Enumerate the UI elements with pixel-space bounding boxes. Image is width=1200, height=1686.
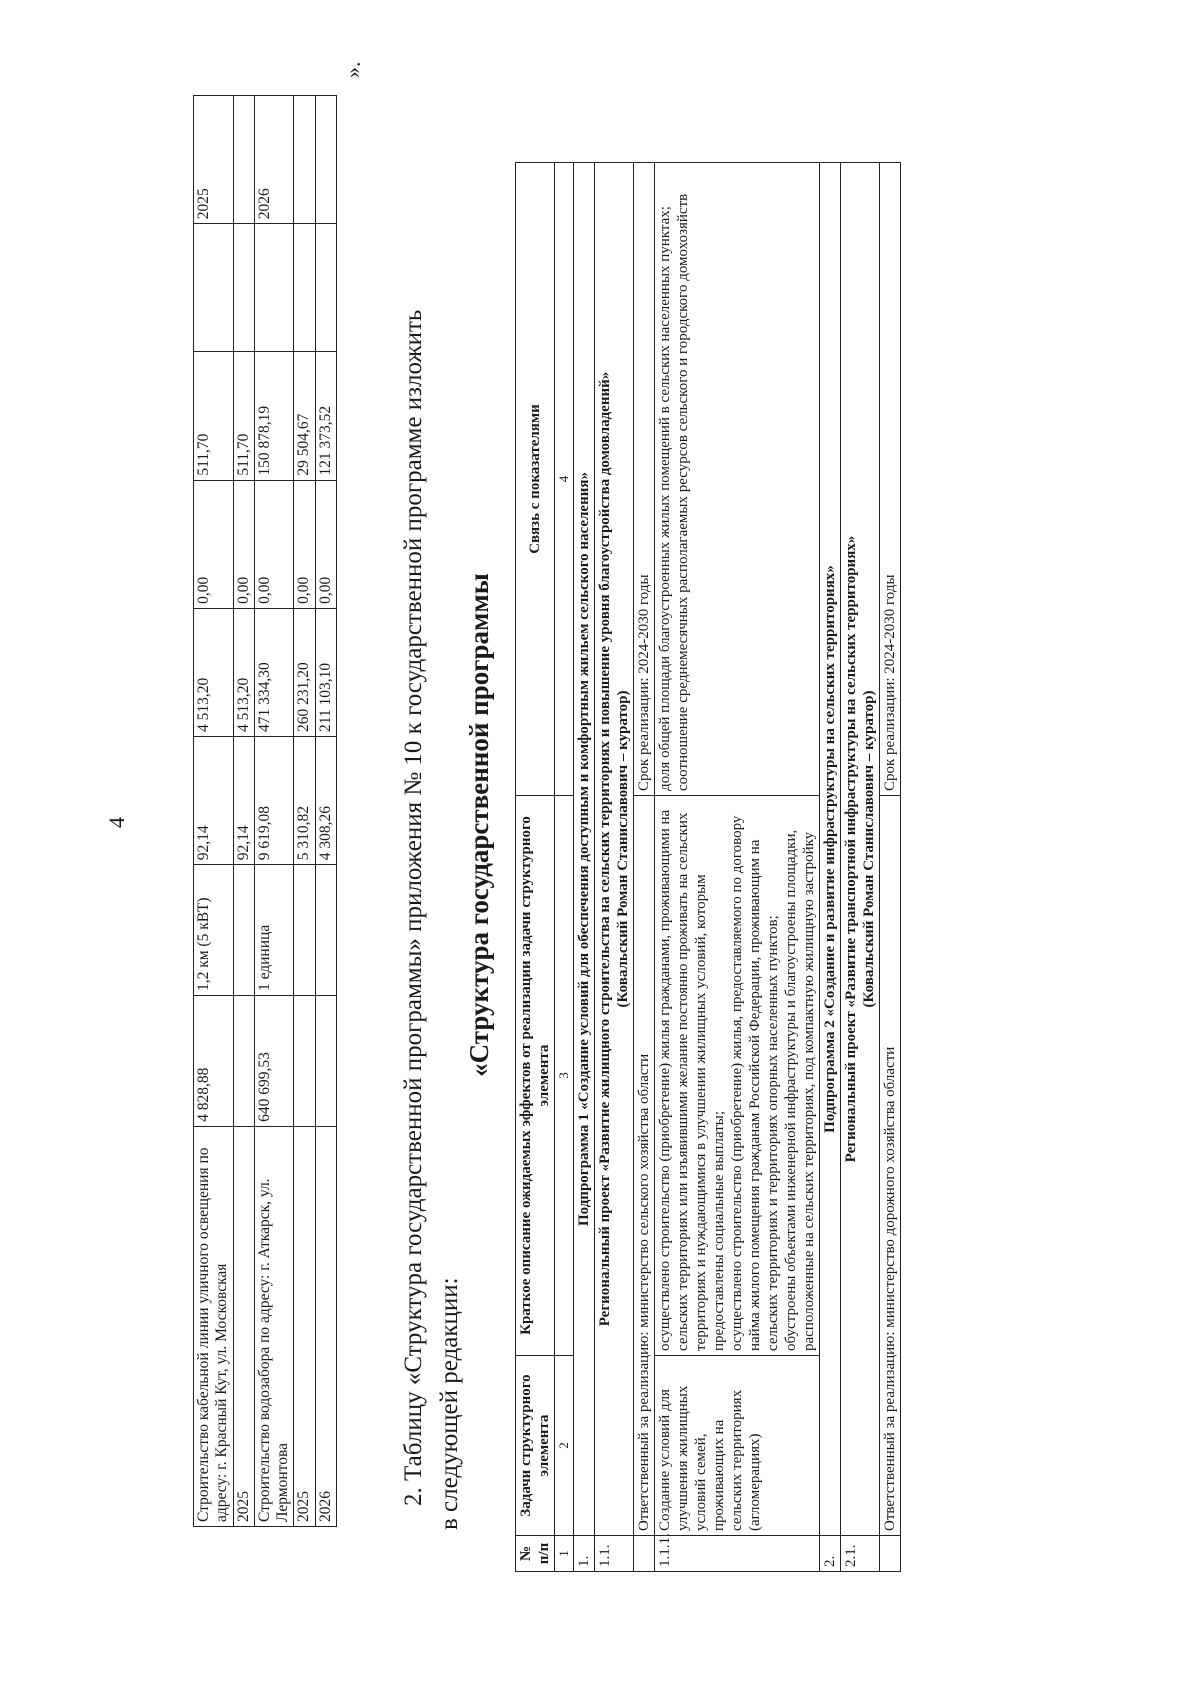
year-cell: 2026	[254, 96, 294, 224]
project-title: Региональный проект «Развитие жилищного строительства на сельских территориях и повышение уровня благоустройства домовладений»	[596, 371, 613, 1327]
responsible-text: Ответственный за реализацию: министерство дорожного хозяйства области	[881, 1046, 898, 1531]
header-effects: Краткое описание ожидаемых эффектов от реализации задачи структурного элемента	[516, 796, 555, 1356]
value-cell	[254, 224, 294, 352]
link-item: соотношение среднемесячных располагаемых ресурсов сельского и городского домохозяйств	[674, 193, 691, 791]
value-cell	[294, 224, 315, 352]
value-cell: 511,70	[194, 352, 234, 480]
index-cell: 1	[555, 1536, 574, 1572]
year-cell	[233, 96, 254, 224]
object-capacity	[233, 865, 254, 996]
objects-table	[193, 95, 337, 1527]
value-cell: 0,00	[294, 480, 315, 608]
value-cell: 260 231,20	[294, 608, 315, 736]
value-cell: 0,00	[233, 480, 254, 608]
task-effects	[654, 796, 819, 1356]
page-number: 4	[104, 817, 129, 828]
table-row	[294, 96, 315, 1527]
value-cell: 0,00	[194, 480, 234, 608]
subprogram-title: Подпрограмма 2 «Создание и развитие инфраструктуры на сельских территориях»	[819, 163, 840, 1536]
object-cost	[233, 996, 254, 1127]
object-name: Строительство кабельной линии уличного освещения по адресу: г. Красный Кут, ул. Московская	[194, 1126, 234, 1526]
value-cell: 121 373,52	[315, 352, 336, 480]
index-cell: 2	[555, 1356, 574, 1536]
year-label: 2025	[294, 1126, 315, 1526]
project-curator: (Ковальский Роман Станиславович – куратор)	[860, 690, 877, 1008]
table-row	[315, 96, 336, 1527]
object-cost: 640 699,53	[254, 996, 294, 1127]
project-row	[594, 163, 633, 1572]
value-cell: 211 103,10	[315, 608, 336, 736]
row-number: 1.1.	[594, 1536, 633, 1572]
year-label: 2025	[233, 1126, 254, 1526]
responsible-row	[633, 163, 654, 1572]
project-title-cell	[840, 163, 879, 1536]
object-capacity: 1 единица	[254, 865, 294, 996]
value-cell	[194, 224, 234, 352]
year-cell: 2025	[194, 96, 234, 224]
closing-quote: ».	[340, 61, 365, 78]
value-cell: 9 619,08	[254, 737, 294, 865]
amendment-paragraph	[396, 90, 469, 1530]
paragraph-line: 2. Таблицу «Структура государственной программы» приложения № 10 к государственной программе изложить	[400, 309, 427, 1506]
table-row	[254, 96, 294, 1527]
year-label: 2026	[315, 1126, 336, 1526]
year-cell	[315, 96, 336, 224]
value-cell: 0,00	[254, 480, 294, 608]
term-text: Срок реализации: 2024-2030 годы	[879, 163, 900, 796]
task-links	[654, 163, 819, 796]
subprogram-row	[573, 163, 594, 1572]
header-links: Связь с показателями	[516, 163, 555, 796]
table-row	[194, 96, 234, 1527]
term-text: Срок реализации: 2024-2030 годы	[633, 163, 654, 796]
effect-item: осуществлено строительство (приобретение) жилья гражданами, проживающими на сельских территориях или изъявившими желание постоянно проживать на сельских территориях и нуждающимися в улучшении жилищных условий, которым предоставлены социальные выплаты;	[656, 809, 727, 1351]
responsible-row	[879, 163, 900, 1572]
table-row	[233, 96, 254, 1527]
value-cell: 471 334,30	[254, 608, 294, 736]
effect-item: осуществлено строительство (приобретение) жилья, предоставляемого по договору найма жилого помещения гражданам Российской Федерации, проживающим на сельских территориях и территориях опорных населенных пунктов;	[728, 815, 781, 1351]
index-row	[555, 163, 574, 1572]
task-name: Создание условий для улучшения жилищных условий семей, проживающих на сельских территориях (агломерациях)	[654, 1356, 819, 1536]
value-cell: 92,14	[194, 737, 234, 865]
header-no: № п/п	[516, 1536, 555, 1572]
link-item: доля общей площади благоустроенных жилых помещений в сельских населенных пунктах;	[656, 206, 673, 791]
subprogram-row	[819, 163, 840, 1572]
year-cell	[294, 96, 315, 224]
header-task: Задачи структурного элемента	[516, 1356, 555, 1536]
value-cell: 5 310,82	[294, 737, 315, 865]
empty-cell	[879, 1536, 900, 1572]
section-heading: «Структура государственной программы	[464, 573, 494, 1077]
project-title: Региональный проект «Развитие транспортной инфраструктуры на сельских территориях»	[842, 535, 859, 1163]
object-capacity: 1,2 км (5 кВТ)	[194, 865, 234, 996]
empty-cell	[633, 1536, 654, 1572]
responsible-text: Ответственный за реализацию: министерство сельского хозяйства области	[635, 1053, 652, 1531]
task-row	[654, 163, 819, 1572]
value-cell: 150 878,19	[254, 352, 294, 480]
value-cell: 4 513,20	[194, 608, 234, 736]
index-cell: 4	[555, 163, 574, 796]
paragraph-line: в следующей редакции:	[436, 1277, 464, 1530]
object-capacity	[294, 865, 315, 996]
subprogram-title: Подпрограмма 1 «Создание условий для обеспечения доступным и комфортным жильем сельского населения»	[573, 163, 594, 1536]
object-cost: 4 828,88	[194, 996, 234, 1127]
project-curator: (Ковальский Роман Станиславович – куратор)	[614, 690, 631, 1008]
row-number: 1.1.1.	[654, 1536, 819, 1572]
value-cell	[233, 224, 254, 352]
object-capacity	[315, 865, 336, 996]
responsible-cell	[633, 796, 654, 1536]
object-cost	[315, 996, 336, 1127]
object-name: Строительство водозабора по адресу: г. Аткарск, ул. Лермонтова	[254, 1126, 294, 1526]
row-number: 2.	[819, 1536, 840, 1572]
project-row	[840, 163, 879, 1572]
row-number: 1.	[573, 1536, 594, 1572]
value-cell: 4 308,26	[315, 737, 336, 865]
effect-item: обустроены объектами инженерной инфраструктуры и благоустроены площадки, расположенные на сельских территориях, под компактную жилищную застройку	[782, 829, 817, 1351]
object-cost	[294, 996, 315, 1127]
value-cell: 511,70	[233, 352, 254, 480]
value-cell: 29 504,67	[294, 352, 315, 480]
value-cell: 0,00	[315, 480, 336, 608]
value-cell	[315, 224, 336, 352]
structure-table	[515, 162, 901, 1572]
value-cell: 92,14	[233, 737, 254, 865]
table-header-row	[516, 163, 555, 1572]
project-title-cell	[594, 163, 633, 1536]
value-cell: 4 513,20	[233, 608, 254, 736]
index-cell: 3	[555, 796, 574, 1356]
row-number: 2.1.	[840, 1536, 879, 1572]
responsible-cell	[879, 796, 900, 1536]
